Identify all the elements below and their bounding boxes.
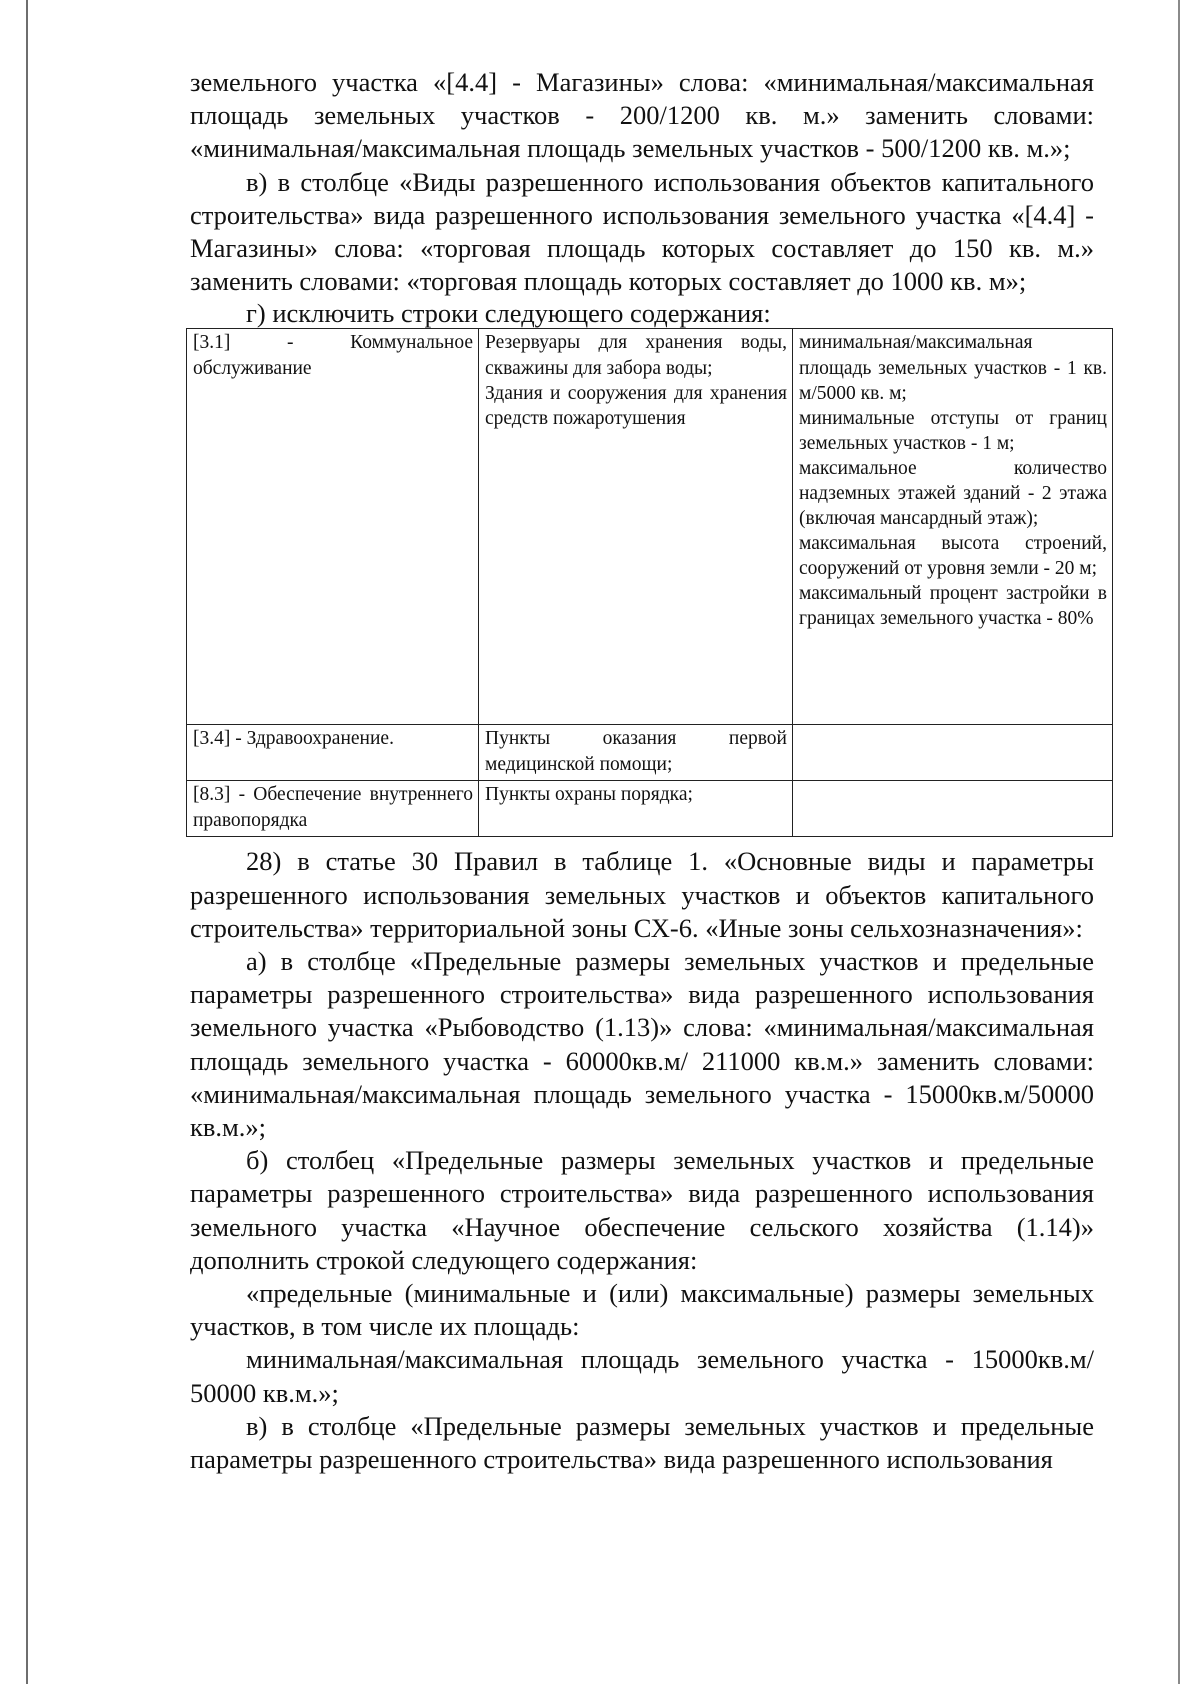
table-cell-parameters (793, 329, 1113, 725)
cell-text: Резервуары для хранения воды, скважины для забора воды; Здания и сооружения для хранения средств пожаротушения (485, 332, 787, 429)
table-cell-parameters (793, 781, 1113, 837)
table-row (187, 781, 1113, 837)
paragraph-continuation-magaziny: земельного участка «[4.4] - Магазины» слова: «минимальная/максимальная площадь земельных участков - 200/1200 кв. м.» заменить словами: «минимальная/максимальная площадь земельных участков - 500/1200 кв. м.»; (190, 67, 1094, 164)
paragraph-quote-line-2: минимальная/максимальная площадь земельного участка - 15000кв.м/ 50000 кв.м.»; (190, 1344, 1094, 1408)
table-cell-use-type (187, 781, 479, 837)
amendments-section (190, 845, 1094, 1476)
paragraph-item-a: а) в столбце «Предельные размеры земельных участков и предельные параметры разрешенного строительства» вида разрешенного использования земельного участка «Рыбоводство (1.13)» слова: «минимальная/максимальная площадь земельного участка - 60000кв.м/ 211000 кв.м.» заменить словами: «минимальная/максимальная площадь земельного участка - 15000кв.м/50000 кв.м.»; (190, 946, 1094, 1143)
paragraph-item-b: б) столбец «Предельные размеры земельных участков и предельные параметры разрешенного строительства» вида разрешенного использования земельного участка «Научное обеспечение сельского хозяйства (1.14)» дополнить строкой следующего содержания: (190, 1145, 1094, 1275)
document-page (190, 66, 1107, 1476)
paragraph-quote-line-1: «предельные (минимальные и (или) максимальные) размеры земельных участков, в том числе их площадь: (190, 1278, 1094, 1342)
table-cell-use-type (187, 329, 479, 725)
table-intro: г) исключить строки следующего содержания: (246, 298, 771, 329)
table-cell-capital-objects (479, 725, 793, 781)
cell-text: Пункты охраны порядка; (485, 784, 693, 806)
cell-text: [3.4] - Здравоохранение. (193, 728, 394, 750)
table-row (187, 329, 1113, 725)
excluded-rows-table (186, 328, 1113, 837)
table-row (187, 725, 1113, 781)
table-cell-parameters (793, 725, 1113, 781)
paragraph-item-v-continued: в) в столбце «Предельные размеры земельных участков и предельные параметры разрешенного строительства» вида разрешенного использования (190, 1410, 1094, 1475)
cell-text: [3.1] - Коммунальное обслуживание (193, 332, 473, 379)
cell-text: минимальная/максимальная площадь земельных участков - 1 кв. м/5000 кв. м; минимальные отступы от границ земельных участков - 1 м; максимальное количество надземных этажей зданий - 2 этажа (включая мансардный этаж); максимальная высота строений, сооружений от уровня земли - 20 м; максимальный процент застройки в границах земельного участка - 80% (799, 332, 1107, 630)
cell-text: [8.3] - Обеспечение внутреннего правопорядка (193, 784, 473, 831)
scan-edge-left (26, 0, 28, 1684)
table-cell-use-type (187, 725, 479, 781)
paragraph-item-v-vidy: в) в столбце «Виды разрешенного использования объектов капитального строительства» вида разрешенного использования земельного участка «[4.4] - Магазины» слова: «торговая площадь которых составляет до 150 кв. м.» заменить словами: «торговая площадь которых составляет до 1000 кв. м»; (190, 166, 1094, 297)
paragraph-item-28: 28) в статье 30 Правил в таблице 1. «Основные виды и параметры разрешенного использования земельных участков и объектов капитального строительства» территориальной зоны СХ-6. «Иные зоны сельхозназначения»: (190, 846, 1094, 943)
cell-text: Пункты оказания первой медицинской помощи; (485, 728, 787, 775)
scan-edge-right (1178, 0, 1180, 1684)
table-cell-capital-objects (479, 781, 793, 837)
table-cell-capital-objects (479, 329, 793, 725)
